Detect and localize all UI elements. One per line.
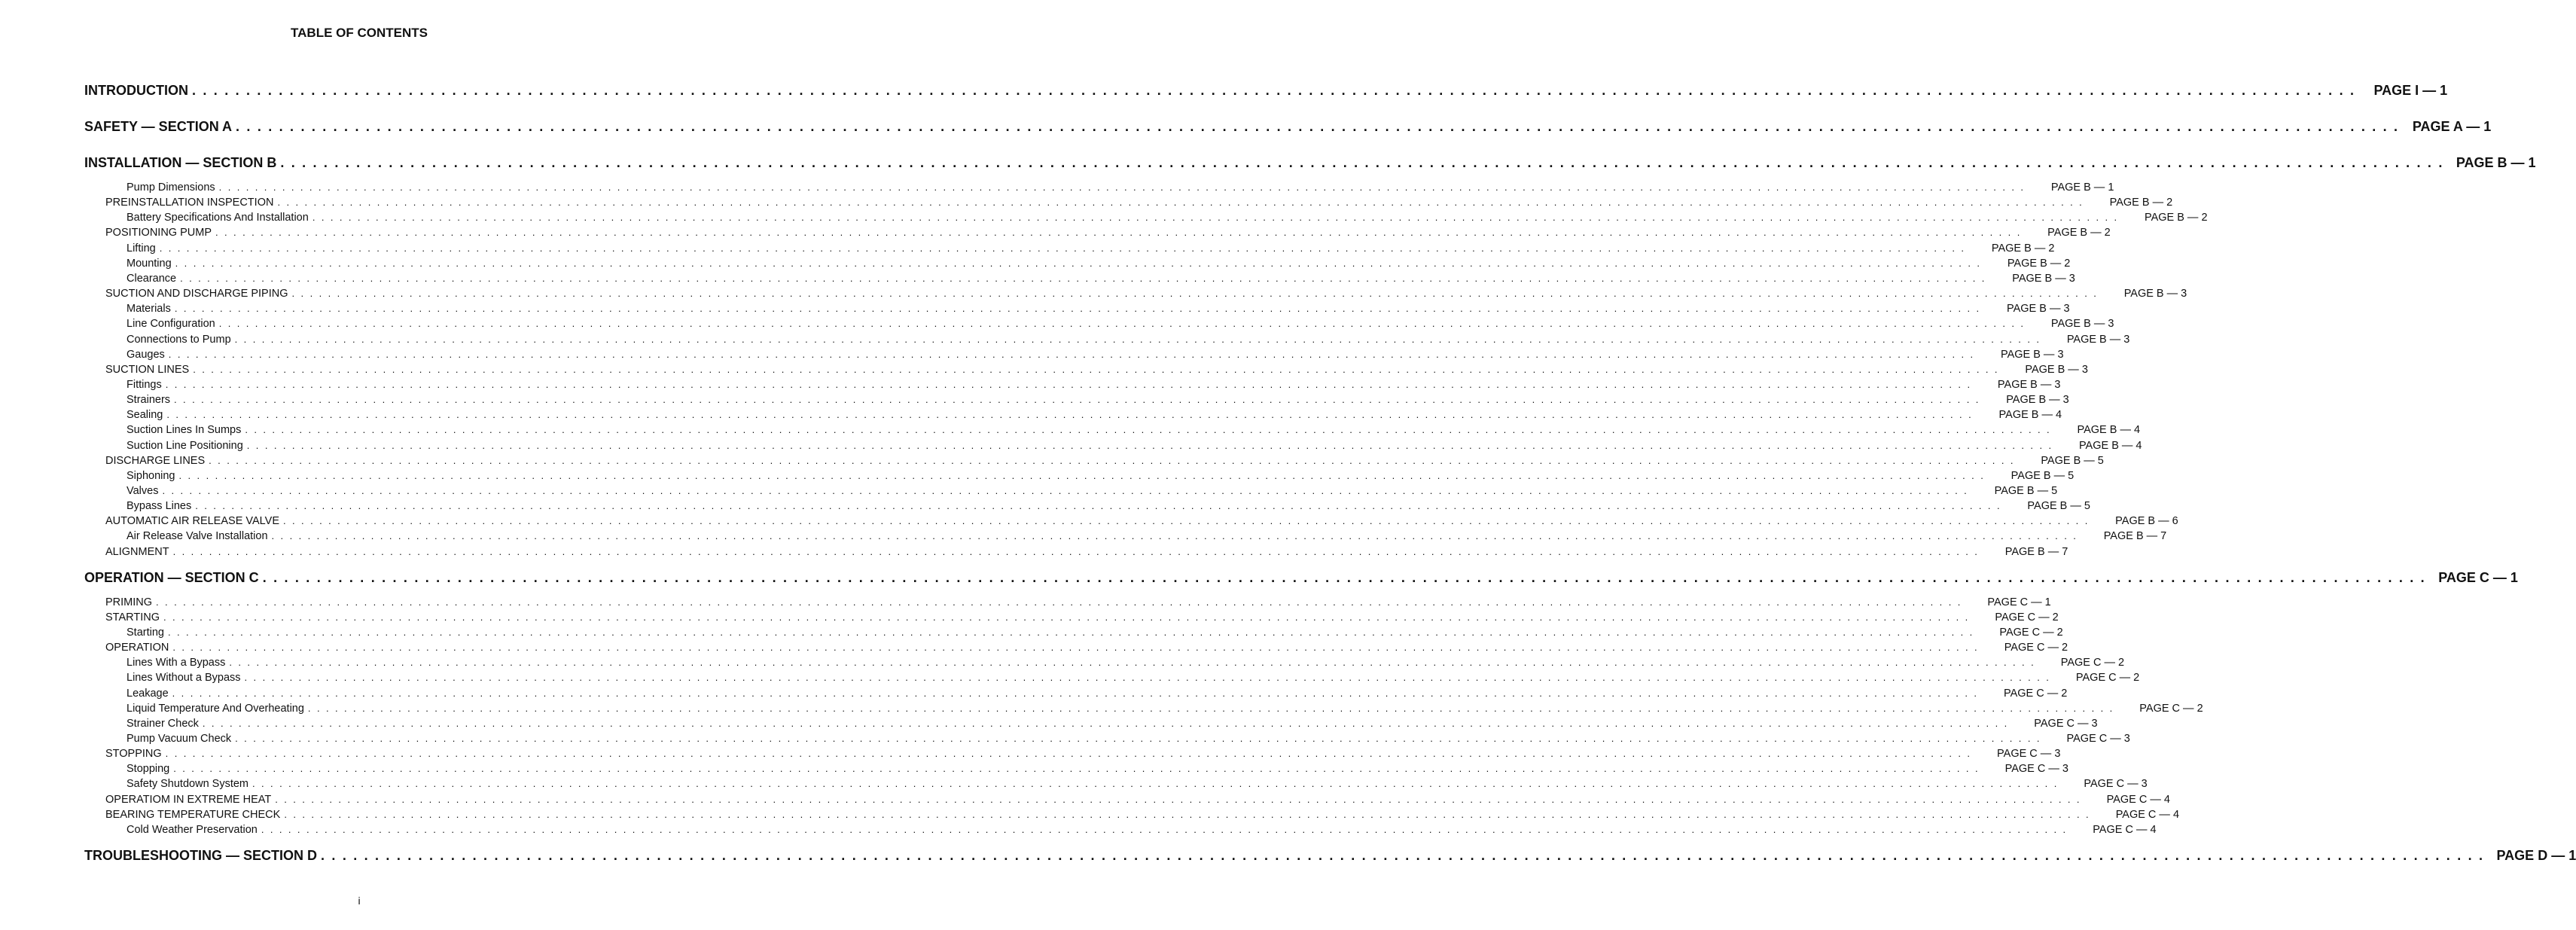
toc-entry (127, 778, 2148, 791)
toc-entry-label: Bypass Lines (127, 500, 192, 513)
toc-entry-label: SAFETY — SECTION A (84, 119, 233, 134)
toc-entry-page: PAGE B — 4 (2078, 439, 2142, 452)
dot-leader: . . . . . . . . . . . . . . . . . . . . . . . . . . . . . . . . . . . . . . . . . . . . . . . . . . . . . . . . . . . . . . . . . . . . . . . . . . . . . . . . . . . . . . . . . . . . . . . . . . . . . . . . . . . . . . . . . . . . . . . . . . . . . . . . . . . . . . . . . . . . . . . . . . . . . . . . . . . . . . . . . . . . . . . . . . . . . . . . . . . . . . . . . . . . . . . . . . . . . . . . (172, 545, 1980, 557)
dot-leader: . . . . . . . . . . . . . . . . . . . . . . . . . . . . . . . . . . . . . . . . . . . . . . . . . . . . . . . . . . . . . . . . . . . . . . . . . . . . . . . . . . . . . . . . . . . . . . . . . . . . . . . . . . . . . . . . . . . . . . . . . . . . . . . . . . . . . . . . . . . . . . . . . . . . . . . . . . . . . . . . . . . . . . . . . . . . . . . . . . . . . . . . . . . . . . . . . . . . . . . . (275, 793, 2081, 805)
toc-entry-page: PAGE B — 3 (2000, 348, 2064, 361)
toc-entry-page: PAGE C — 2 (2004, 642, 2068, 654)
toc-entry (105, 611, 2059, 624)
toc-entry-page: PAGE B — 3 (2006, 394, 2069, 407)
toc-entry-label: Connections to Pump (127, 333, 231, 346)
toc-entry-page: PAGE B — 3 (2025, 363, 2088, 376)
toc-section-heading (84, 119, 2492, 135)
toc-entry (105, 363, 2088, 376)
toc-entry (127, 439, 2142, 452)
toc-entry (127, 303, 2070, 316)
dot-leader: . . . . . . . . . . . . . . . . . . . . . . . . . . . . . . . . . . . . . . . . . . . . . . . . . . . . . . . . . . . . . . . . . . . . . . . . . . . . . . . . . . . . . . . . . . . . . . . . . . . . . . . . . . . . . . . . . . . . . . . . . . . . . . . . . . . . . . . . . . . . . . . . . . . . . . . . . . . . . . . . . . . . . . . . . . . . . . . . . . . . . . . . . . . . . . . . . . . . . . . . (218, 181, 2026, 193)
dot-leader: . . . . . . . . . . . . . . . . . . . . . . . . . . . . . . . . . . . . . . . . . . . . . . . . . . . . . . . . . . . . . . . . . . . . . . . . . . . . . . . . . . . . . . . . . . . . . . . . . . . . . . . . . . . . . . . . . . . . . . . . . . . . . . . . . . . . . . . . . . . . . . . . . . . . . . . . . . . . . . . . . . . . . . . . . . . . . . . . . . . . . . . . . . . . . . . . . . . . . . . . (162, 485, 1969, 496)
dot-leader: . . . . . . . . . . . . . . . . . . . . . . . . . . . . . . . . . . . . . . . . . . . . . . . . . . . . . . . . . . . . . . . . . . . . . . . . . . . . . . . . . . . . . . . . . . . . . . . . . . . . . . . . . . . . . . . . . . . . . . . . . . . . . . . . . . . . . . . . . . . . . . . . . . . . . . . . . . . . . . . . . . . . . . . . . . . . . . . . . . . . . . . . . . . . . . . . . . . . . . . . (234, 333, 2041, 345)
toc-entry (127, 257, 2071, 270)
toc-entry-page: PAGE B — 2 (2144, 212, 2208, 224)
toc-entry-label: Battery Specifications And Installation (127, 212, 309, 224)
toc-entry-label: Line Configuration (127, 318, 215, 331)
toc-entry-page: PAGE C — 2 (2004, 687, 2068, 700)
toc-entry-page: PAGE C — 2 (1999, 626, 2063, 639)
toc-entry-page: PAGE B — 3 (1997, 378, 2061, 391)
dot-leader: . . . . . . . . . . . . . . . . . . . . . . . . . . . . . . . . . . . . . . . . . . . . . . . . . . . . . . . . . . . . . . . . . . . . . . . . . . . . . . . . . . . . . . . . . . . . . . . . . . . . . . . . . . . . . . . . . . . . . . . . . . . . . . . . . . . . . . . . . . . . . . . . . . . . . . . . . . . . . . . . . . . . . . . . . . . . . . . . . . . . . . . . . . . . . . . . . . . . . . . . (168, 348, 1975, 360)
toc-entry-page: PAGE B — 2 (2007, 257, 2071, 270)
toc-entry-page: PAGE B — 7 (2004, 545, 2068, 558)
dot-leader: . . . . . . . . . . . . . . . . . . . . . . . . . . . . . . . . . . . . . . . . . . . . . . . . . . . . . . . . . . . . . . . . . . . . . . . . . . . . . . . . . . . . . . . . . . . . . . . . . . . . . . . . . . . . . . . . . . . . . . . . . . . . . . . . . . . . . . . . . . . . . . . . . . . . . . . . . . . . . . . . . . . . . . . . . . . . . . . . . . . . . . . . . . . . . . . . . . . . . . . . (193, 363, 1999, 375)
dot-leader: . . . . . . . . . . . . . . . . . . . . . . . . . . . . . . . . . . . . . . . . . . . . . . . . . . . . . . . . . . . . . . . . . . . . . . . . . . . . . . . . . . . . . . . . . . . . . . . . . . . . . . . . . . . . . . . . . . . . . . . . . . . . . . . . . . . . . . . . . . . . . . . . . . . . . . . . . . . . . . . . . . . . . . . . . . . . . . . . . . . . . . . . . . . . . . . . . . . . . . . . (174, 303, 1981, 315)
dot-leader: . . . . . . . . . . . . . . . . . . . . . . . . . . . . . . . . . . . . . . . . . . . . . . . . . . . . . . . . . . . . . . . . . . . . . . . . . . . . . . . . . . . . . . . . . . . . . . . . . . . . . . . . . . . . . . . . . . . . . . . . . . . . . . . . . . . . . . . . . . . . . . . . . . . . . . . . . . . . . . . . . . . . . . . . . . . . . . . . . . . . . . . . . . . . . . . . . . . . . . . . (280, 155, 2444, 170)
toc-entry-label: SUCTION AND DISCHARGE PIPING (105, 288, 288, 300)
toc-entry (105, 642, 2068, 654)
toc-entry-label: Materials (127, 303, 171, 316)
toc-entry-label: STOPPING (105, 748, 162, 761)
toc-entry (127, 181, 2114, 194)
toc-entry (105, 515, 2178, 528)
toc-entry (127, 394, 2069, 407)
toc-entry-page: PAGE C — 2 (2060, 657, 2125, 669)
toc-entry (127, 424, 2141, 437)
dot-leader: . . . . . . . . . . . . . . . . . . . . . . . . . . . . . . . . . . . . . . . . . . . . . . . . . . . . . . . . . . . . . . . . . . . . . . . . . . . . . . . . . . . . . . . . . . . . . . . . . . . . . . . . . . . . . . . . . . . . . . . . . . . . . . . . . . . . . . . . . . . . . . . . . . . . . . . . . . . . . . . . . . . . . . . . . . . . . . . . . . . . . . . . . . . . . . . . . . . . . . . . (271, 530, 2078, 542)
toc-section-heading (84, 569, 2518, 586)
toc-entry-page: PAGE B — 2 (1991, 242, 2055, 255)
toc-entry (127, 469, 2075, 482)
toc-entry-label: Starting (127, 626, 164, 639)
toc-entry-page: PAGE B — 4 (2077, 424, 2141, 437)
dot-leader: . . . . . . . . . . . . . . . . . . . . . . . . . . . . . . . . . . . . . . . . . . . . . . . . . . . . . . . . . . . . . . . . . . . . . . . . . . . . . . . . . . . . . . . . . . . . . . . . . . . . . . . . . . . . . . . . . . . . . . . . . . . . . . . . . . . . . . . . . . . . . . . . . . . . . . . . . . . . . . . . . . . . . . . . . . . . . . . . . . . . . . . . . . . . . . . . . . . . . . . . (159, 242, 1966, 254)
toc-entry-page: PAGE B — 2 (2109, 197, 2173, 209)
dot-leader: . . . . . . . . . . . . . . . . . . . . . . . . . . . . . . . . . . . . . . . . . . . . . . . . . . . . . . . . . . . . . . . . . . . . . . . . . . . . . . . . . . . . . . . . . . . . . . . . . . . . . . . . . . . . . . . . . . . . . . . . . . . . . . . . . . . . . . . . . . . . . . . . . . . . . . . . . . . . . . . . . . . . . . . . . . . . . . . . . . . . . . . . . . . . . . . . . . . . . . . . (261, 823, 2068, 835)
toc-entry-page: PAGE B — 3 (2007, 303, 2070, 316)
toc-entry (127, 242, 2055, 255)
toc-entry-page: PAGE A — 1 (2412, 119, 2492, 134)
toc-entry-page: PAGE C — 2 (2139, 702, 2203, 715)
dot-leader: . . . . . . . . . . . . . . . . . . . . . . . . . . . . . . . . . . . . . . . . . . . . . . . . . . . . . . . . . . . . . . . . . . . . . . . . . . . . . . . . . . . . . . . . . . . . . . . . . . . . . . . . . . . . . . . . . . . . . . . . . . . . . . . . . . . . . . . . . . . . . . . . . . . . . . . . . . . . . . . . . . . . . . . . . . . . . . . . . . . . . . . . . . . . . . . . . . . . . . . . (277, 197, 2084, 209)
toc-entry-page: PAGE C — 4 (2115, 808, 2180, 821)
toc-entry (127, 348, 2064, 361)
dot-leader: . . . . . . . . . . . . . . . . . . . . . . . . . . . . . . . . . . . . . . . . . . . . . . . . . . . . . . . . . . . . . . . . . . . . . . . . . . . . . . . . . . . . . . . . . . . . . . . . . . . . . . . . . . . . . . . . . . . . . . . . . . . . . . . . . . . . . . . . . . . . . . . . . . . . . . . . . . . . . . . . . . . . . . . . . . . . . . . . . . . . . . . . . . . . . . . . . . . . . . . . (284, 808, 2091, 820)
toc-entry-page: PAGE I — 1 (2373, 83, 2448, 98)
toc-entry (105, 748, 2061, 761)
dot-leader: . . . . . . . . . . . . . . . . . . . . . . . . . . . . . . . . . . . . . . . . . . . . . . . . . . . . . . . . . . . . . . . . . . . . . . . . . . . . . . . . . . . . . . . . . . . . . . . . . . . . . . . . . . . . . . . . . . . . . . . . . . . . . . . . . . . . . . . . . . . . . . . . . . . . . . . . . . . . . . . . . . . . . . . . . . . . . . . . . . . . . . . . . . . . . . . . . . . . . . . . (175, 257, 1982, 269)
toc-entry (127, 500, 2090, 513)
toc-entry (127, 763, 2068, 776)
toc-entry-label: Strainer Check (127, 717, 199, 730)
toc-entry-page: PAGE B — 5 (2010, 469, 2075, 482)
dot-leader: . . . . . . . . . . . . . . . . . . . . . . . . . . . . . . . . . . . . . . . . . . . . . . . . . . . . . . . . . . . . . . . . . . . . . . . . . . . . . . . . . . . . . . . . . . . . . . . . . . . . . . . . . . . . . . . . . . . . . . . . . . . . . . . . . . . . . . . . . . . . . . . . . . . . . . . . . . . . . . . . . . . . . . . . . . . . . . . . . . . . . . . . . . . . . . . . . . . . . . . . (178, 469, 1986, 481)
toc-entry (127, 212, 2208, 224)
toc-entry-label: AUTOMATIC AIR RELEASE VALVE (105, 515, 279, 528)
toc-entry-label: OPERATIOM IN EXTREME HEAT (105, 793, 272, 806)
dot-leader: . . . . . . . . . . . . . . . . . . . . . . . . . . . . . . . . . . . . . . . . . . . . . . . . . . . . . . . . . . . . . . . . . . . . . . . . . . . . . . . . . . . . . . . . . . . . . . . . . . . . . . . . . . . . . . . . . . . . . . . . . . . . . . . . . . . . . . . . . . . . . . . . . . . . . . . . . . . . . . . . . . . . . . . . . . . . . . . . . . . . . . . . . . . . . . . . . . . . . . . . (156, 596, 1962, 608)
page-number-footer: i (358, 895, 361, 907)
toc-entry (127, 530, 2167, 543)
toc-entry-label: Fittings (127, 378, 162, 391)
toc-entry-label: Suction Lines In Sumps (127, 424, 242, 437)
toc-entry-label: SUCTION LINES (105, 363, 190, 376)
toc-entry-label: OPERATION (105, 642, 169, 654)
toc-entry-label: Mounting (127, 257, 172, 270)
toc-entry-page: PAGE B — 4 (1998, 409, 2062, 422)
toc-entry (127, 672, 2140, 685)
dot-leader: . . . . . . . . . . . . . . . . . . . . . . . . . . . . . . . . . . . . . . . . . . . . . . . . . . . . . . . . . . . . . . . . . . . . . . . . . . . . . . . . . . . . . . . . . . . . . . . . . . . . . . . . . . . . . . . . . . . . . . . . . . . . . . . . . . . . . . . . . . . . . . . . . . . . . . . . . . . . . . . . . . . . . . . . . . . . . . . . . . . . . . . . . . . . . . . . . . . . . . . . (312, 212, 2119, 224)
toc-entry (127, 717, 2098, 730)
toc-entry-page: PAGE C — 1 (2438, 569, 2518, 585)
toc-section-heading (84, 847, 2576, 864)
dot-leader: . . . . . . . . . . . . . . . . . . . . . . . . . . . . . . . . . . . . . . . . . . . . . . . . . . . . . . . . . . . . . . . . . . . . . . . . . . . . . . . . . . . . . . . . . . . . . . . . . . . . . . . . . . . . . . . . . . . . . . . . . . . . . . . . . . . . . . . . . . . . . . . . . . . . . . . . . . . . . . . . . . . . . . . . . . . . . . . . . . . . . . . . . . . . . . . . . . . . . . . . (236, 119, 2400, 134)
toc-entry-label: TROUBLESHOOTING — SECTION D (84, 847, 318, 863)
toc-entry-page: PAGE C — 4 (2106, 793, 2170, 806)
toc-entry-label: Leakage (127, 687, 169, 700)
dot-leader: . . . . . . . . . . . . . . . . . . . . . . . . . . . . . . . . . . . . . . . . . . . . . . . . . . . . . . . . . . . . . . . . . . . . . . . . . . . . . . . . . . . . . . . . . . . . . . . . . . . . . . . . . . . . . . . . . . . . . . . . . . . . . . . . . . . . . . . . . . . . . . . . . . . . . . . . . . . . . . . . . . . . . . . . . . . . . . . . . . . . . . . . . . . . . . . . . . . . . . . . (229, 657, 2036, 669)
toc-entry-page: PAGE C — 4 (2093, 823, 2157, 836)
toc-entry-page: PAGE B — 1 (2456, 155, 2536, 170)
toc-entry-page: PAGE B — 3 (2012, 272, 2075, 285)
toc-entry (105, 197, 2173, 209)
dot-leader: . . . . . . . . . . . . . . . . . . . . . . . . . . . . . . . . . . . . . . . . . . . . . . . . . . . . . . . . . . . . . . . . . . . . . . . . . . . . . . . . . . . . . . . . . . . . . . . . . . . . . . . . . . . . . . . . . . . . . . . . . . . . . . . . . . . . . . . . . . . . . . . . . . . . . . . . . . . . . . . . . . . . . . . . . . . . . . . . . . . . . . . . . . . . . . . . . . . . . . . . (291, 288, 2099, 300)
dot-leader: . . . . . . . . . . . . . . . . . . . . . . . . . . . . . . . . . . . . . . . . . . . . . . . . . . . . . . . . . . . . . . . . . . . . . . . . . . . . . . . . . . . . . . . . . . . . . . . . . . . . . . . . . . . . . . . . . . . . . . . . . . . . . . . . . . . . . . . . . . . . . . . . . . . . . . . . . . . . . . . . . . . . . . . . . . . . . . . . . . . . . . . . . . . . . . . . . . . . . . . . (202, 717, 2009, 729)
toc-entry-page: PAGE D — 1 (2496, 847, 2576, 863)
toc-entry-label: Siphoning (127, 469, 175, 482)
toc-entry-label: POSITIONING PUMP (105, 227, 212, 239)
dot-leader: . . . . . . . . . . . . . . . . . . . . . . . . . . . . . . . . . . . . . . . . . . . . . . . . . . . . . . . . . . . . . . . . . . . . . . . . . . . . . . . . . . . . . . . . . . . . . . . . . . . . . . . . . . . . . . . . . . . . . . . . . . . . . . . . . . . . . . . . . . . . . . . . . . . . . . . . . . . . . . . . . . . . . . . . . . . . . . . . . . . . . . . . . . . . . . . . . . . . . . . . (283, 515, 2090, 527)
toc-section-heading (84, 155, 2536, 171)
toc-entry-label: PRIMING (105, 596, 153, 608)
dot-leader: . . . . . . . . . . . . . . . . . . . . . . . . . . . . . . . . . . . . . . . . . . . . . . . . . . . . . . . . . . . . . . . . . . . . . . . . . . . . . . . . . . . . . . . . . . . . . . . . . . . . . . . . . . . . . . . . . . . . . . . . . . . . . . . . . . . . . . . . . . . . . . . . . . . . . . . . . . . . . . . . . . . . . . . . . . . . . . . . . . . . . . . . . . . . . . . . . . . . . . . . (235, 732, 2041, 744)
toc-entry-page: PAGE B — 3 (2066, 333, 2130, 346)
toc-entry-page: PAGE B — 2 (2047, 227, 2111, 239)
toc-entry-label: Sealing (127, 409, 163, 422)
toc-section-heading (84, 83, 2448, 99)
dot-leader: . . . . . . . . . . . . . . . . . . . . . . . . . . . . . . . . . . . . . . . . . . . . . . . . . . . . . . . . . . . . . . . . . . . . . . . . . . . . . . . . . . . . . . . . . . . . . . . . . . . . . . . . . . . . . . . . . . . . . . . . . . . . . . . . . . . . . . . . . . . . . . . . . . . . . . . . . . . . . . . . . . . . . . . . . . . . . . . . . . . . . . . . . . . . . . . . . . . . . . . . (245, 424, 2052, 436)
toc-entry-page: PAGE B — 5 (1994, 485, 2058, 497)
dot-leader: . . . . . . . . . . . . . . . . . . . . . . . . . . . . . . . . . . . . . . . . . . . . . . . . . . . . . . . . . . . . . . . . . . . . . . . . . . . . . . . . . . . . . . . . . . . . . . . . . . . . . . . . . . . . . . . . . . . . . . . . . . . . . . . . . . . . . . . . . . . . . . . . . . . . . . . . . . . . . . . . . . . . . . . . . . . . . . . . . . . . . . . . . . . . . . . . . . . . . . . . (195, 500, 2001, 512)
toc-entry-label: Pump Dimensions (127, 181, 215, 194)
toc-entry-page: PAGE B — 3 (2050, 318, 2114, 331)
toc-entry (105, 454, 2104, 467)
dot-leader: . . . . . . . . . . . . . . . . . . . . . . . . . . . . . . . . . . . . . . . . . . . . . . . . . . . . . . . . . . . . . . . . . . . . . . . . . . . . . . . . . . . . . . . . . . . . . . . . . . . . . . . . . . . . . . . . . . . . . . . . . . . . . . . . . . . . . . . . . . . . . . . . . . . . . . . . . . . . . . . . . . . . . . . . . . . . . . . . . . . . . . . . . . . . . . . . . . . . . . . . (209, 454, 2015, 466)
toc-entry-label: Clearance (127, 272, 177, 285)
toc-entry-label: BEARING TEMPERATURE CHECK (105, 808, 281, 821)
toc-entry-page: PAGE C — 3 (2034, 717, 2098, 730)
dot-leader: . . . . . . . . . . . . . . . . . . . . . . . . . . . . . . . . . . . . . . . . . . . . . . . . . . . . . . . . . . . . . . . . . . . . . . . . . . . . . . . . . . . . . . . . . . . . . . . . . . . . . . . . . . . . . . . . . . . . . . . . . . . . . . . . . . . . . . . . . . . . . . . . . . . . . . . . . . . . . . . . . . . . . . . . . . . . . . . . . . . . . . . . . . . . . . . . . . . . . . . . (246, 439, 2053, 451)
dot-leader: . . . . . . . . . . . . . . . . . . . . . . . . . . . . . . . . . . . . . . . . . . . . . . . . . . . . . . . . . . . . . . . . . . . . . . . . . . . . . . . . . . . . . . . . . . . . . . . . . . . . . . . . . . . . . . . . . . . . . . . . . . . . . . . . . . . . . . . . . . . . . . . . . . . . . . . . . . . . . . . . . . . . . . . . . . . . . . . . . . . . . . . . . . . . . . . . . . . . . . . . (218, 318, 2026, 330)
toc-entry-label: Lines Without a Bypass (127, 672, 241, 685)
dot-leader: . . . . . . . . . . . . . . . . . . . . . . . . . . . . . . . . . . . . . . . . . . . . . . . . . . . . . . . . . . . . . . . . . . . . . . . . . . . . . . . . . . . . . . . . . . . . . . . . . . . . . . . . . . . . . . . . . . . . . . . . . . . . . . . . . . . . . . . . . . . . . . . . . . . . . . . . . . . . . . . . . . . . . . . . . . . . . . . . . . . . . . . . . . . . . . . . . . . . . . . . (172, 642, 1980, 654)
dot-leader: . . . . . . . . . . . . . . . . . . . . . . . . . . . . . . . . . . . . . . . . . . . . . . . . . . . . . . . . . . . . . . . . . . . . . . . . . . . . . . . . . . . . . . . . . . . . . . . . . . . . . . . . . . . . . . . . . . . . . . . . . . . . . . . . . . . . . . . . . . . . . . . . . . . . . . . . . . . . . . . . . . . . . . . . . . . . . . . . . . . . . . . . . . . . . . . . . . . . . . . . (166, 409, 1974, 421)
toc-entry-label: DISCHARGE LINES (105, 454, 206, 467)
toc-entry (127, 333, 2130, 346)
dot-leader: . . . . . . . . . . . . . . . . . . . . . . . . . . . . . . . . . . . . . . . . . . . . . . . . . . . . . . . . . . . . . . . . . . . . . . . . . . . . . . . . . . . . . . . . . . . . . . . . . . . . . . . . . . . . . . . . . . . . . . . . . . . . . . . . . . . . . . . . . . . . . . . . . . . . . . . . . . . . . . . . . . . . . . . . . . . . . . . . . . . . . . . . . . . . . . . . . . . . . . . . (173, 763, 1980, 775)
toc-entry-page: PAGE B — 6 (2115, 515, 2178, 528)
toc-entry-page: PAGE C — 1 (1987, 596, 2051, 608)
dot-leader: . . . . . . . . . . . . . . . . . . . . . . . . . . . . . . . . . . . . . . . . . . . . . . . . . . . . . . . . . . . . . . . . . . . . . . . . . . . . . . . . . . . . . . . . . . . . . . . . . . . . . . . . . . . . . . . . . . . . . . . . . . . . . . . . . . . . . . . . . . . . . . . . . . . . . . . . . . . . . . . . . . . . . . . . . . . . . . . . . . . . . . . . . . . . . . . . . . . . . . . . (163, 611, 1970, 623)
dot-leader: . . . . . . . . . . . . . . . . . . . . . . . . . . . . . . . . . . . . . . . . . . . . . . . . . . . . . . . . . . . . . . . . . . . . . . . . . . . . . . . . . . . . . . . . . . . . . . . . . . . . . . . . . . . . . . . . . . . . . . . . . . . . . . . . . . . . . . . . . . . . . . . . . . . . . . . . . . . . . . . . . . . . . . . . . . . . . . . . . . . . . . . . . . . . . . . . . . . . . . . . (172, 687, 1979, 699)
page-title: TABLE OF CONTENTS (291, 26, 428, 40)
toc-entry (127, 702, 2203, 715)
toc-entry-label: Air Release Valve Installation (127, 530, 268, 543)
toc-entry-page: PAGE B — 7 (2103, 530, 2167, 543)
toc-entry-page: PAGE C — 3 (2004, 763, 2068, 776)
toc-entry-label: Lines With a Bypass (127, 657, 226, 669)
toc-entry (127, 823, 2157, 836)
toc-entry-label: Stopping (127, 763, 170, 776)
toc-entry-label: OPERATION — SECTION C (84, 569, 259, 585)
toc-entry-label: Strainers (127, 394, 171, 407)
dot-leader: . . . . . . . . . . . . . . . . . . . . . . . . . . . . . . . . . . . . . . . . . . . . . . . . . . . . . . . . . . . . . . . . . . . . . . . . . . . . . . . . . . . . . . . . . . . . . . . . . . . . . . . . . . . . . . . . . . . . . . . . . . . . . . . . . . . . . . . . . . . . . . . . . . . . . . . . . . . . . . . . . . . . . . . . . . . . . . . . . . . . . . . . . . . . . . . . . . . . . . . . (244, 672, 2051, 684)
dot-leader: . . . . . . . . . . . . . . . . . . . . . . . . . . . . . . . . . . . . . . . . . . . . . . . . . . . . . . . . . . . . . . . . . . . . . . . . . . . . . . . . . . . . . . . . . . . . . . . . . . . . . . . . . . . . . . . . . . . . . . . . . . . . . . . . . . . . . . . . . . . . . . . . . . . . . . . . . . . . . . . . . . . . . . . . . . . . . . . . . . . . . . . . . . . . . . . . . . . . . . . . (307, 702, 2114, 714)
toc-entry (105, 808, 2180, 821)
toc-entry (127, 485, 2058, 497)
toc-entry-label: ALIGNMENT (105, 545, 169, 558)
toc-entry-label: Valves (127, 485, 159, 497)
toc-entry (127, 732, 2130, 745)
dot-leader: . . . . . . . . . . . . . . . . . . . . . . . . . . . . . . . . . . . . . . . . . . . . . . . . . . . . . . . . . . . . . . . . . . . . . . . . . . . . . . . . . . . . . . . . . . . . . . . . . . . . . . . . . . . . . . . . . . . . . . . . . . . . . . . . . . . . . . . . . . . . . . . . . . . . . . . . . . . . . . . . . . . . . . . . . . . . . . . . . . . . . . . . . . . . . . . . . . . . . . . . (252, 778, 2059, 790)
dot-leader: . . . . . . . . . . . . . . . . . . . . . . . . . . . . . . . . . . . . . . . . . . . . . . . . . . . . . . . . . . . . . . . . . . . . . . . . . . . . . . . . . . . . . . . . . . . . . . . . . . . . . . . . . . . . . . . . . . . . . . . . . . . . . . . . . . . . . . . . . . . . . . . . . . . . . . . . . . . . . . . . . . . . . . . . . . . . . . . . . . . . . . . . . . . . . . . . . . . . . . . . (321, 847, 2485, 863)
toc-entry-label: Lifting (127, 242, 156, 255)
toc-entry-label: INSTALLATION — SECTION B (84, 155, 277, 170)
toc-entry (127, 626, 2063, 639)
toc-entry (127, 378, 2061, 391)
dot-leader: . . . . . . . . . . . . . . . . . . . . . . . . . . . . . . . . . . . . . . . . . . . . . . . . . . . . . . . . . . . . . . . . . . . . . . . . . . . . . . . . . . . . . . . . . . . . . . . . . . . . . . . . . . . . . . . . . . . . . . . . . . . . . . . . . . . . . . . . . . . . . . . . . . . . . . . . . . . . . . . . . . . . . . . . . . . . . . . . . . . . . . . . . . . . . . . . . . . . . . . . (192, 83, 2356, 98)
toc-entry (105, 596, 2051, 608)
toc-entry (105, 545, 2068, 558)
toc-entry-page: PAGE C — 2 (1995, 611, 2059, 624)
toc-entry-page: PAGE C — 3 (1997, 748, 2061, 761)
toc-entry-label: Safety Shutdown System (127, 778, 248, 791)
dot-leader: . . . . . . . . . . . . . . . . . . . . . . . . . . . . . . . . . . . . . . . . . . . . . . . . . . . . . . . . . . . . . . . . . . . . . . . . . . . . . . . . . . . . . . . . . . . . . . . . . . . . . . . . . . . . . . . . . . . . . . . . . . . . . . . . . . . . . . . . . . . . . . . . . . . . . . . . . . . . . . . . . . . . . . . . . . . . . . . . . . . . . . . . . . . . . . . . . . . . . . . . (174, 394, 1980, 406)
toc-entry-label: PREINSTALLATION INSPECTION (105, 197, 274, 209)
toc-entry-label: INTRODUCTION (84, 83, 188, 98)
toc-entry (127, 272, 2075, 285)
toc-entry-label: STARTING (105, 611, 160, 624)
dot-leader: . . . . . . . . . . . . . . . . . . . . . . . . . . . . . . . . . . . . . . . . . . . . . . . . . . . . . . . . . . . . . . . . . . . . . . . . . . . . . . . . . . . . . . . . . . . . . . . . . . . . . . . . . . . . . . . . . . . . . . . . . . . . . . . . . . . . . . . . . . . . . . . . . . . . . . . . . . . . . . . . . . . . . . . . . . . . . . . . . . . . . . . . . . . . . . . . . . . . . . . . (165, 748, 1972, 760)
dot-leader: . . . . . . . . . . . . . . . . . . . . . . . . . . . . . . . . . . . . . . . . . . . . . . . . . . . . . . . . . . . . . . . . . . . . . . . . . . . . . . . . . . . . . . . . . . . . . . . . . . . . . . . . . . . . . . . . . . . . . . . . . . . . . . . . . . . . . . . . . . . . . . . . . . . . . . . . . . . . . . . . . . . . . . . . . . . . . . . . . . . . . . . . . . . . . . . . . . . . . . . . (167, 626, 1974, 638)
toc-entry-page: PAGE B — 3 (2123, 288, 2187, 300)
toc-entry-label: Gauges (127, 348, 165, 361)
toc-entry (105, 793, 2170, 806)
toc-entry-page: PAGE C — 2 (2075, 672, 2140, 685)
toc-entry-page: PAGE B — 5 (2041, 454, 2104, 467)
toc-entry (105, 227, 2111, 239)
dot-leader: . . . . . . . . . . . . . . . . . . . . . . . . . . . . . . . . . . . . . . . . . . . . . . . . . . . . . . . . . . . . . . . . . . . . . . . . . . . . . . . . . . . . . . . . . . . . . . . . . . . . . . . . . . . . . . . . . . . . . . . . . . . . . . . . . . . . . . . . . . . . . . . . . . . . . . . . . . . . . . . . . . . . . . . . . . . . . . . . . . . . . . . . . . . . . . . . . . . . . . . . (165, 378, 1972, 390)
toc-entry-page: PAGE B — 1 (2050, 181, 2114, 194)
toc-entry (127, 657, 2125, 669)
toc-entry (127, 409, 2062, 422)
toc-entry-page: PAGE C — 3 (2084, 778, 2148, 791)
toc-entry-page: PAGE C — 3 (2066, 732, 2130, 745)
toc-entry-label: Pump Vacuum Check (127, 732, 232, 745)
dot-leader: . . . . . . . . . . . . . . . . . . . . . . . . . . . . . . . . . . . . . . . . . . . . . . . . . . . . . . . . . . . . . . . . . . . . . . . . . . . . . . . . . . . . . . . . . . . . . . . . . . . . . . . . . . . . . . . . . . . . . . . . . . . . . . . . . . . . . . . . . . . . . . . . . . . . . . . . . . . . . . . . . . . . . . . . . . . . . . . . . . . . . . . . . . . . . . . . . . . . . . . . (180, 272, 1986, 284)
dot-leader: . . . . . . . . . . . . . . . . . . . . . . . . . . . . . . . . . . . . . . . . . . . . . . . . . . . . . . . . . . . . . . . . . . . . . . . . . . . . . . . . . . . . . . . . . . . . . . . . . . . . . . . . . . . . . . . . . . . . . . . . . . . . . . . . . . . . . . . . . . . . . . . . . . . . . . . . . . . . . . . . . . . . . . . . . . . . . . . . . . . . . . . . . . . . . . . . . . . . . . . . (262, 569, 2426, 585)
toc-entry (127, 318, 2114, 331)
toc-entry-label: Suction Line Positioning (127, 439, 243, 452)
dot-leader: . . . . . . . . . . . . . . . . . . . . . . . . . . . . . . . . . . . . . . . . . . . . . . . . . . . . . . . . . . . . . . . . . . . . . . . . . . . . . . . . . . . . . . . . . . . . . . . . . . . . . . . . . . . . . . . . . . . . . . . . . . . . . . . . . . . . . . . . . . . . . . . . . . . . . . . . . . . . . . . . . . . . . . . . . . . . . . . . . . . . . . . . . . . . . . . . . . . . . . . . (215, 227, 2022, 239)
toc-entry-page: PAGE B — 5 (2027, 500, 2090, 513)
toc-entry-label: Cold Weather Preservation (127, 823, 258, 836)
toc-entry (105, 288, 2187, 300)
toc-entry-label: Liquid Temperature And Overheating (127, 702, 304, 715)
toc-entry (127, 687, 2068, 700)
